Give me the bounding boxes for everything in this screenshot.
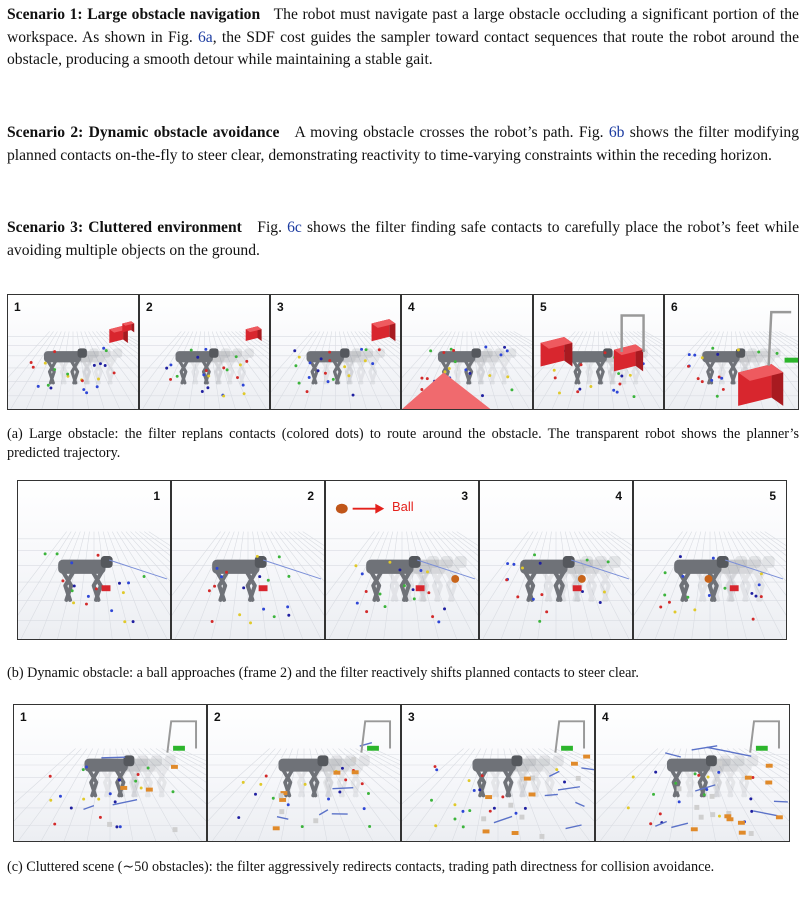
figure-c-caption: (c) Cluttered scene (∼50 obstacles): the filter aggressively redirects contacts, trading path directness for collision avoidance. xyxy=(7,859,715,875)
figure-c-strip xyxy=(13,704,790,842)
goal-marker xyxy=(367,746,379,751)
obstacle-box xyxy=(246,326,262,341)
goal-marker xyxy=(756,746,768,751)
frame-number: 3 xyxy=(461,489,468,503)
frame-number: 1 xyxy=(153,489,160,503)
direction-line xyxy=(109,560,167,579)
scene-render xyxy=(18,481,170,639)
scenario-1-text: The robot must navigate past a large obstacle occluding a significant portion of the workspace. As shown in Fig. xyxy=(7,6,799,46)
ball xyxy=(705,575,713,583)
scene-render xyxy=(665,295,798,409)
scenario-1-heading: Scenario 1: Large obstacle navigation xyxy=(7,6,261,23)
scenario-2-heading: Scenario 2: Dynamic obstacle avoidance xyxy=(7,124,280,141)
scenario-1-text-rest: , the SDF cost guides the sampler toward contact sequences that route the robot around the obstacle, producing a smooth detour while maintaining a stable gait. xyxy=(7,28,799,69)
obstacle-box xyxy=(102,585,111,591)
arrow-head-icon xyxy=(375,504,384,514)
frame-number: 6 xyxy=(671,300,678,314)
figure-panel xyxy=(270,294,401,410)
scenario-2-text: A moving obstacle crosses the robot’s path. Fig. xyxy=(294,124,609,141)
frame-number: 5 xyxy=(540,300,547,314)
scenario-3-heading: Scenario 3: Cluttered environment xyxy=(7,219,242,236)
fig-6a-link[interactable]: 6a xyxy=(198,28,213,46)
frame-number: 3 xyxy=(277,300,284,314)
obstacle-box xyxy=(730,585,739,591)
figure-panel xyxy=(7,294,139,410)
figure-panel xyxy=(595,704,790,842)
obstacle-box xyxy=(372,319,396,341)
fig-6b-link[interactable]: 6b xyxy=(608,124,625,141)
scenario-3-text-rest: shows the filter finding safe contacts to carefully place the robot’s feet while avoiding multiple objects on the ground. xyxy=(7,219,800,259)
goal-marker xyxy=(785,358,798,363)
frame-number: 2 xyxy=(307,489,314,503)
figure-panel xyxy=(171,480,325,640)
figure-panel xyxy=(207,704,401,842)
obstacle-box xyxy=(541,337,573,366)
scene-render xyxy=(402,705,594,841)
figure-a-strip xyxy=(7,294,799,410)
scene-render xyxy=(480,481,632,639)
scene-render xyxy=(140,295,269,409)
figure-b-strip xyxy=(17,480,787,640)
goal-marker xyxy=(173,746,185,751)
figure-panel xyxy=(325,480,479,640)
frame-number: 4 xyxy=(408,300,415,314)
ball xyxy=(578,575,586,583)
figure-panel xyxy=(401,704,595,842)
frame-number: 4 xyxy=(602,710,609,724)
figure-panel xyxy=(401,294,533,410)
frame-number: 5 xyxy=(769,489,776,503)
scene-render xyxy=(172,481,324,639)
frame-number: 4 xyxy=(615,489,622,503)
fig-6c-link[interactable]: 6c xyxy=(287,219,302,236)
ball-label: Ball xyxy=(392,499,414,514)
frame-number: 2 xyxy=(214,710,221,724)
scenario-2-paragraph xyxy=(7,122,799,167)
frame-number: 1 xyxy=(20,710,27,724)
goal-marker xyxy=(561,746,573,751)
scene-render xyxy=(8,295,138,409)
figure-panel xyxy=(139,294,270,410)
scenario-2-text-rest: shows the filter modifying planned contacts on-the-fly to steer clear, demonstrating reactivity to time-varying constraints within the receding horizon. xyxy=(7,124,799,164)
scene-render xyxy=(271,295,400,409)
scenario-3-paragraph xyxy=(7,217,799,262)
obstacle-box xyxy=(122,321,134,332)
scene-render xyxy=(596,705,789,841)
figure-panel xyxy=(664,294,799,410)
ball-icon xyxy=(336,504,348,514)
figure-panel xyxy=(633,480,787,640)
scene-render xyxy=(534,295,663,409)
scenario-1-paragraph xyxy=(7,4,799,72)
obstacle-box xyxy=(259,585,268,591)
scene-render xyxy=(208,705,400,841)
figure-panel xyxy=(13,704,207,842)
scene-render xyxy=(402,295,532,409)
obstacle-box xyxy=(573,585,582,591)
figure-panel xyxy=(533,294,664,410)
direction-line xyxy=(263,560,321,579)
figure-panel xyxy=(17,480,171,640)
figure-a-caption: (a) Large obstacle: the filter replans contacts (colored dots) to route around the obstacle. The transparent robot shows the planner’s predicted trajectory. xyxy=(7,426,799,461)
figure-panel xyxy=(479,480,633,640)
frame-number: 2 xyxy=(146,300,153,314)
frame-number: 1 xyxy=(14,300,21,314)
obstacle-box xyxy=(402,373,490,409)
scene-render xyxy=(634,481,786,639)
scene-render xyxy=(14,705,206,841)
figure-b-caption: (b) Dynamic obstacle: a ball approaches (frame 2) and the filter reactively shifts planned contacts to steer clear. xyxy=(7,665,639,681)
scenario-3-text: Fig. xyxy=(257,219,288,236)
frame-number: 3 xyxy=(408,710,415,724)
